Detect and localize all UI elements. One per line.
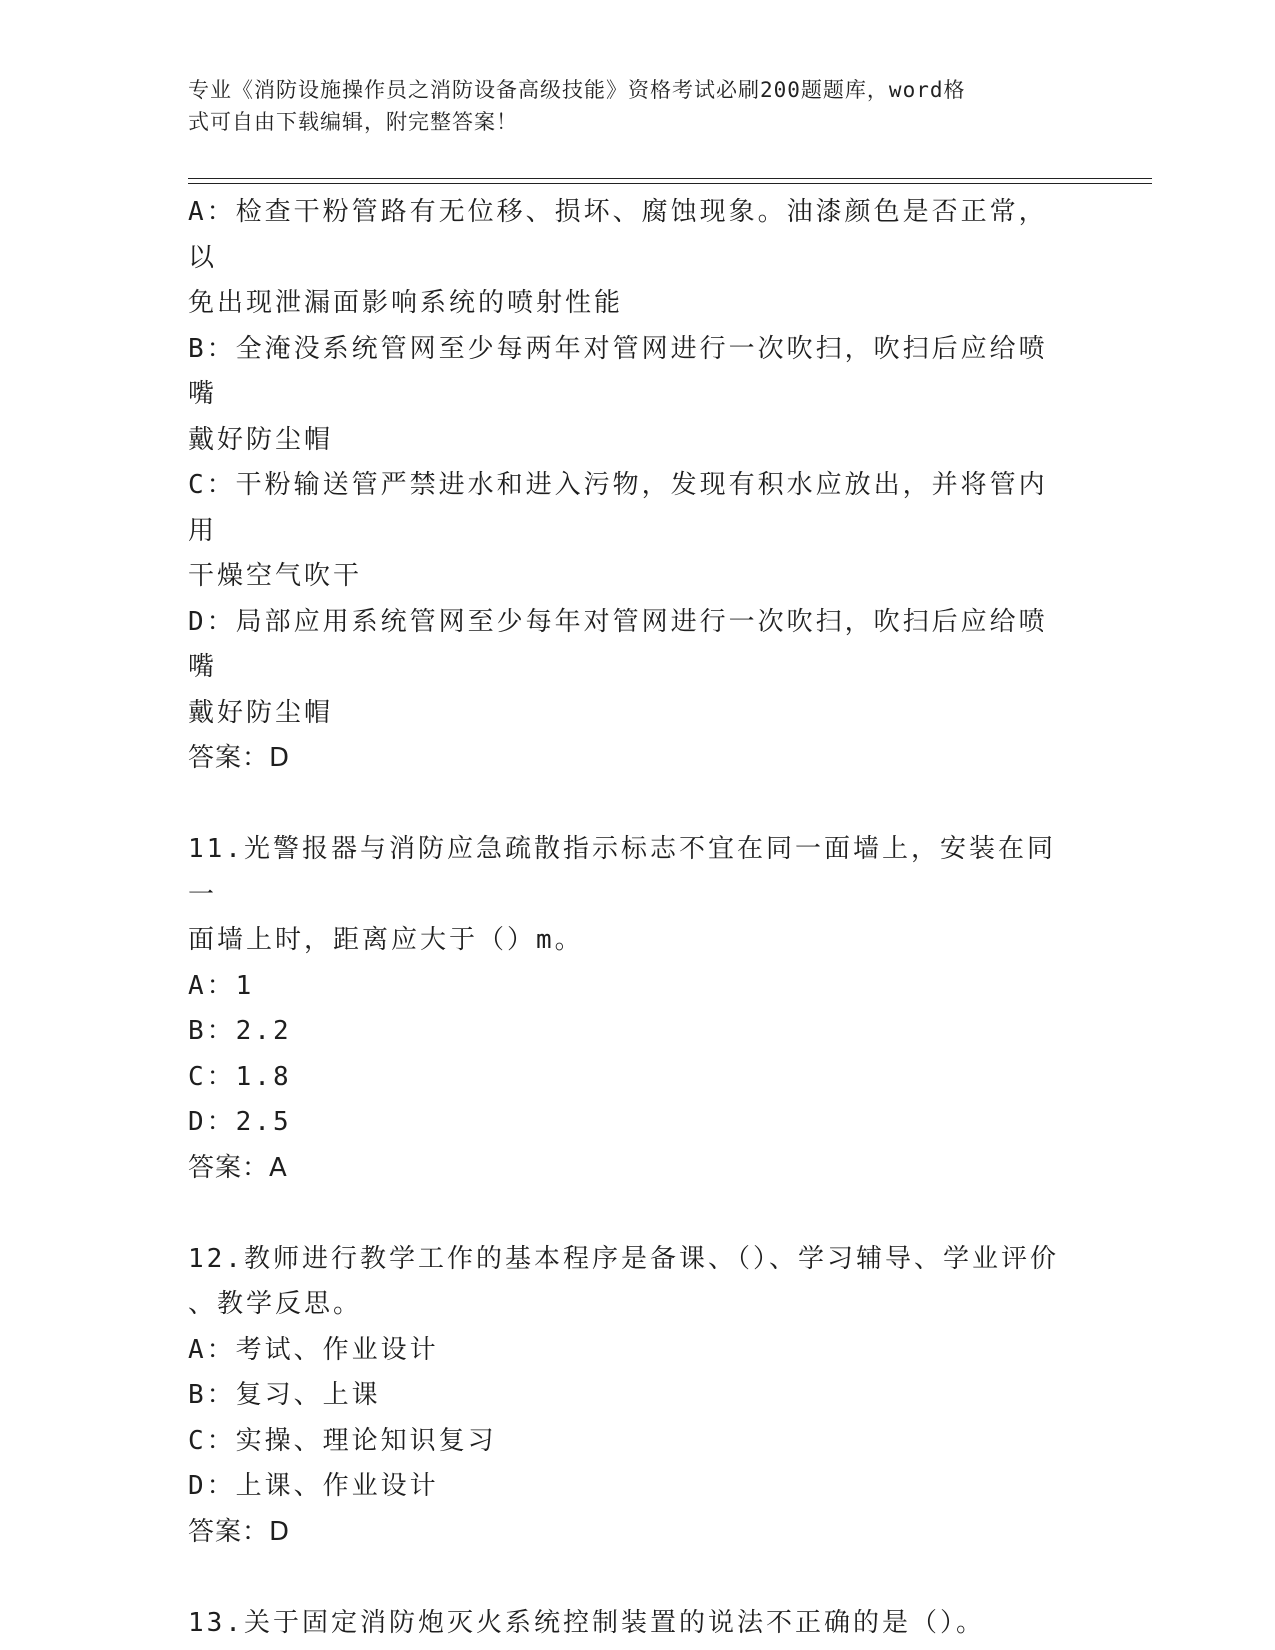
question-12 xyxy=(188,1237,1068,1556)
option-b: B：2.2 xyxy=(188,1016,292,1046)
option-d-continued: 戴好防尘帽 xyxy=(188,697,334,728)
option-c: C：实操、理论知识复习 xyxy=(188,1425,497,1456)
question-stem-continued: 、教学反思。 xyxy=(188,1289,363,1319)
header-divider-top xyxy=(188,178,1152,179)
option-a: A：考试、作业设计 xyxy=(188,1334,439,1365)
option-c-continued: 干燥空气吹干 xyxy=(188,561,363,591)
answer-label: 答案：D xyxy=(188,743,291,773)
question-11 xyxy=(188,827,1068,1191)
header-line-2: 式可自由下载编辑，附完整答案！ xyxy=(188,110,518,134)
option-d: D：局部应用系统管网至少每年对管网进行一次吹扫，吹扫后应给喷嘴 xyxy=(188,606,1048,682)
option-a: A：1 xyxy=(188,970,255,1001)
document-header xyxy=(188,74,1068,138)
option-b-continued: 戴好防尘帽 xyxy=(188,424,334,455)
question-13 xyxy=(188,1601,1068,1647)
question-stem: 13.关于固定消防炮灭火系统控制装置的说法不正确的是（）。 xyxy=(188,1607,985,1638)
option-a: A：检查干粉管路有无位移、损坏、腐蚀现象。油漆颜色是否正常，以 xyxy=(188,197,1048,273)
question-stem: 12.教师进行教学工作的基本程序是备课、（）、学习辅导、学业评价 xyxy=(188,1243,1059,1274)
option-d: D：2.5 xyxy=(188,1107,292,1137)
option-c: C：干粉输送管严禁进水和进入污物，发现有积水应放出，并将管内用 xyxy=(188,470,1048,546)
question-stem: 11.光警报器与消防应急疏散指示标志不宜在同一面墙上，安装在同一 xyxy=(188,834,1056,910)
option-d: D：上课、作业设计 xyxy=(188,1471,439,1501)
question-stem-continued: 面墙上时，距离应大于（）m。 xyxy=(188,925,584,955)
option-b: B：全淹没系统管网至少每两年对管网进行一次吹扫，吹扫后应给喷嘴 xyxy=(188,333,1048,409)
question-list xyxy=(188,190,1068,1646)
option-b: B：复习、上课 xyxy=(188,1380,381,1410)
answer-label: 答案：D xyxy=(188,1516,291,1547)
question-10-continued xyxy=(188,190,1068,782)
option-c: C：1.8 xyxy=(188,1061,292,1092)
header-divider-bottom xyxy=(188,183,1152,184)
answer-label: 答案：A xyxy=(188,1152,288,1183)
question-spacer xyxy=(188,782,1068,828)
option-a-continued: 免出现泄漏面影响系统的喷射性能 xyxy=(188,288,624,318)
question-spacer xyxy=(188,1191,1068,1237)
question-spacer xyxy=(188,1555,1068,1601)
header-line-1: 专业《消防设施操作员之消防设备高级技能》资格考试必刷200题题库，word格 xyxy=(188,78,966,102)
